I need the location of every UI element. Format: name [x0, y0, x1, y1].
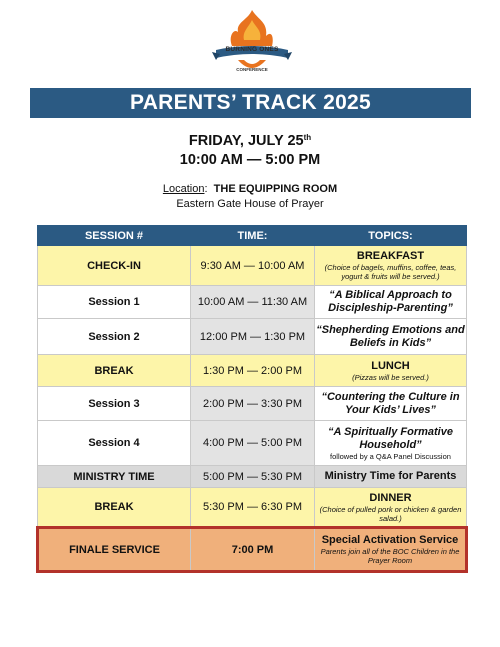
page-title: PARENTS’ TRACK 2025 [30, 88, 471, 118]
session-cell: CHECK-IN [38, 246, 191, 286]
topic-note: (Pizzas will be served.) [352, 372, 429, 382]
time-cell: 12:00 PM — 1:30 PM [191, 319, 315, 355]
topic-title: LUNCH [371, 359, 410, 372]
topic-cell [315, 528, 467, 572]
logo-text: BURNING ONES [225, 46, 279, 53]
time-cell: 4:00 PM — 5:00 PM [191, 421, 315, 466]
location-label: Location [162, 183, 205, 195]
table-row [38, 355, 467, 387]
topic-note: (Choice of bagels, muffins, coffee, teas, yogurt & fruits will be served.) [324, 263, 457, 281]
topic-cell [315, 421, 467, 466]
column-header-session: SESSION # [38, 226, 191, 246]
session-cell: BREAK [38, 488, 191, 528]
location-value: THE EQUIPPING ROOM [213, 183, 338, 195]
topic-cell [315, 286, 467, 319]
topic-title: DINNER [369, 491, 412, 504]
event-date-text: FRIDAY, JULY 25 [188, 133, 304, 149]
session-cell: BREAK [38, 355, 191, 387]
event-date [0, 133, 500, 149]
table-row-finale [38, 528, 467, 572]
schedule-table [36, 225, 468, 573]
location-line [0, 183, 500, 195]
time-cell: 9:30 AM — 10:00 AM [191, 246, 315, 286]
column-header-time: TIME: [191, 226, 315, 246]
topic-cell [315, 246, 467, 286]
topic-note: Parents join all of the BOC Children in the Prayer Room [320, 547, 460, 565]
time-cell: 2:00 PM — 3:30 PM [191, 387, 315, 421]
topic-title: BREAKFAST [356, 250, 425, 262]
topic-title: “Countering the Culture in Your Kids’ Lives” [321, 390, 460, 416]
column-header-topics: TOPICS: [315, 226, 467, 246]
topic-title: Special Activation Service [321, 534, 459, 546]
session-cell: MINISTRY TIME [38, 466, 191, 488]
venue-name: Eastern Gate House of Prayer [176, 198, 324, 210]
topic-cell [315, 387, 467, 421]
event-time: 10:00 AM — 5:00 PM [179, 152, 321, 168]
table-row [38, 387, 467, 421]
topic-title: “A Biblical Approach to Discipleship-Parenting” [328, 289, 453, 314]
session-cell: Session 1 [38, 286, 191, 319]
topic-cell [315, 355, 467, 387]
session-cell: Session 3 [38, 387, 191, 421]
topic-title: “A Spiritually Formative Household” [328, 425, 453, 451]
topic-title: “Shepherding Emotions and Beliefs in Kids” [316, 323, 465, 349]
topic-note: (Choice of pulled pork or chicken & garden salad.) [319, 504, 462, 523]
time-cell: 10:00 AM — 11:30 AM [191, 286, 315, 319]
location-colon: : [204, 183, 208, 195]
table-row [38, 421, 467, 466]
topic-cell [315, 488, 467, 528]
topic-title: Ministry Time for Parents [324, 470, 457, 482]
table-row [38, 246, 467, 286]
topic-note: followed by a Q&A Panel Discussion [330, 451, 451, 461]
topic-cell [315, 466, 467, 488]
conference-logo [208, 6, 296, 82]
logo-subtext: CONFERENCE [236, 67, 268, 72]
table-row [38, 466, 467, 488]
topic-cell [315, 319, 467, 355]
table-row [38, 488, 467, 528]
event-date-suffix: th [303, 133, 312, 142]
session-cell: FINALE SERVICE [38, 528, 191, 572]
time-cell: 5:30 PM — 6:30 PM [191, 488, 315, 528]
table-row [38, 319, 467, 355]
time-cell: 7:00 PM [191, 528, 315, 572]
session-cell: Session 2 [38, 319, 191, 355]
time-cell: 1:30 PM — 2:00 PM [191, 355, 315, 387]
time-cell: 5:00 PM — 5:30 PM [191, 466, 315, 488]
session-cell: Session 4 [38, 421, 191, 466]
table-row [38, 286, 467, 319]
table-header-row [38, 226, 467, 246]
